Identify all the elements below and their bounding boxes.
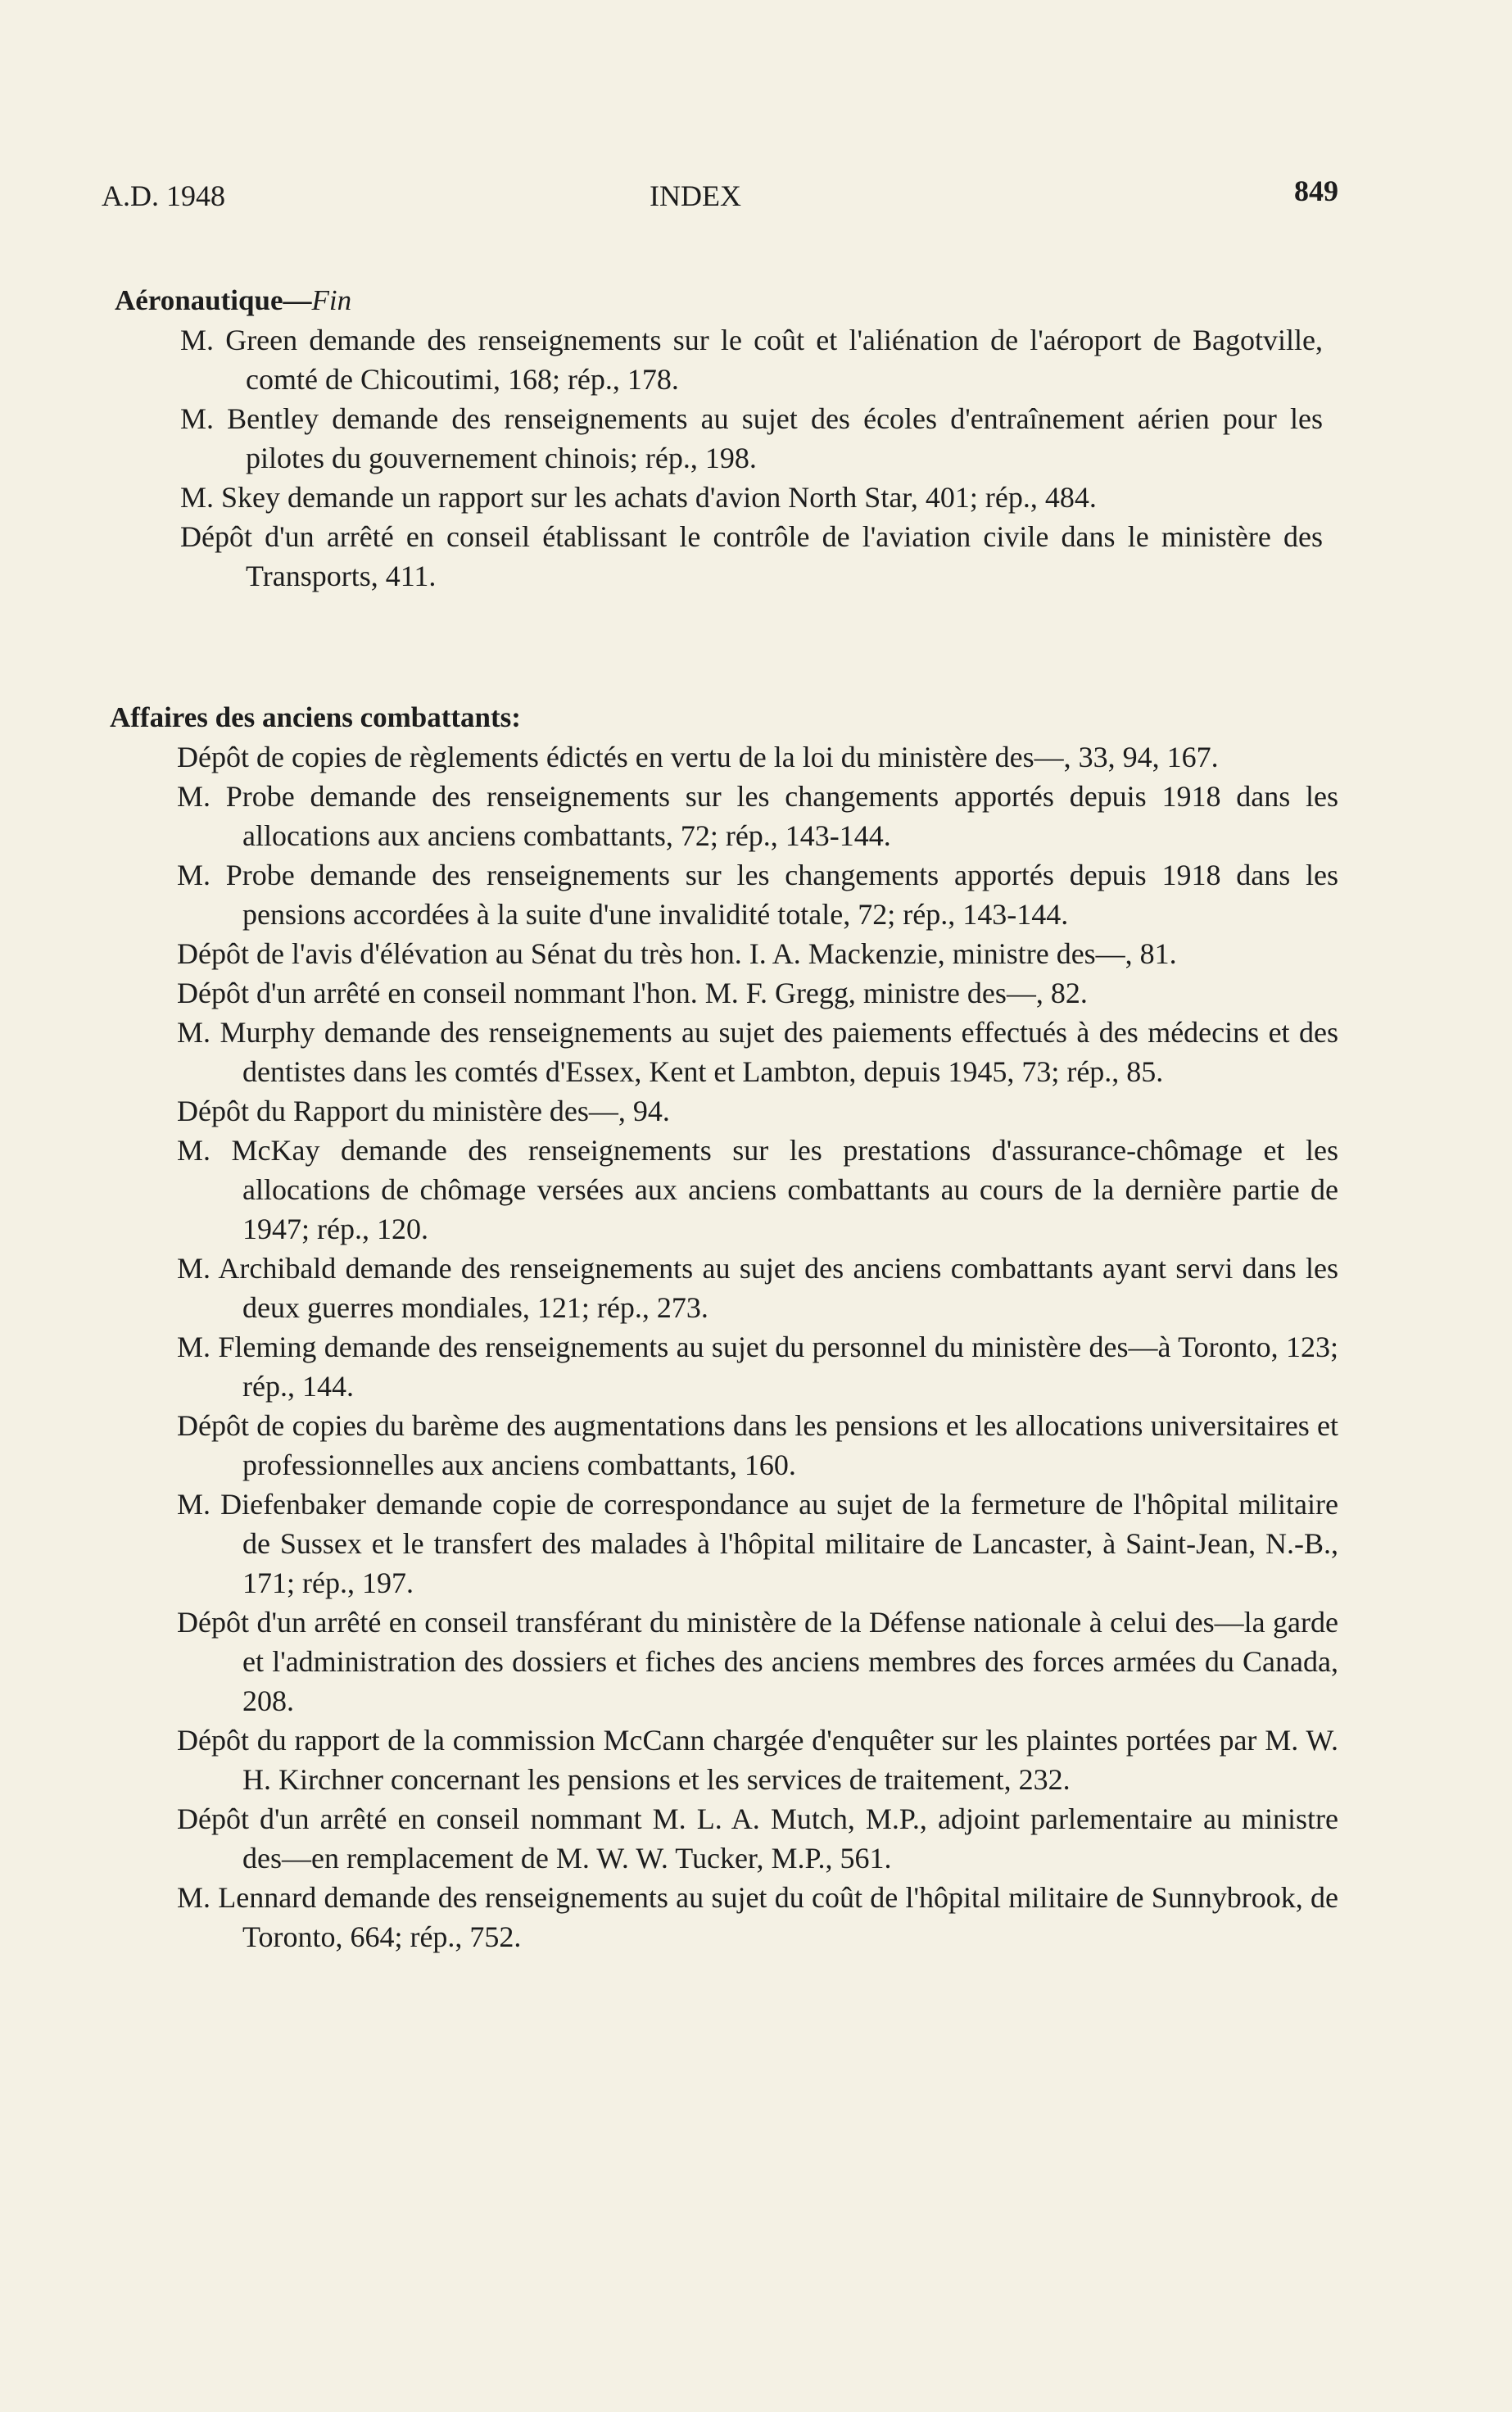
index-entry: Dépôt de copies du barème des augmentations dans les pensions et les allocations universitaires et professionnelles aux anciens combattants, 160. (177, 1409, 1338, 1481)
index-entry: M. Lennard demande des renseignements au sujet du coût de l'hôpital militaire de Sunnybrook, de Toronto, 664; rép., 752. (177, 1881, 1338, 1953)
index-entry: Dépôt du Rapport du ministère des—, 94. (177, 1095, 670, 1127)
page-number: 849 (1294, 175, 1338, 207)
index-entry: Dépôt de l'avis d'élévation au Sénat du très hon. I. A. Mackenzie, ministre des—, 81. (177, 937, 1177, 970)
index-entry: Dépôt d'un arrêté en conseil établissant le contrôle de l'aviation civile dans le ministère des Transports, 411. (180, 520, 1323, 592)
section-aeronautique (115, 281, 1323, 596)
index-entry: M. Archibald demande des renseignements au sujet des anciens combattants ayant servi dans les deux guerres mondiales, 121; rép., 273. (177, 1252, 1338, 1324)
section-heading (115, 281, 1323, 320)
index-entry: Dépôt d'un arrêté en conseil transférant du ministère de la Défense nationale à celui des—la garde et l'administration des dossiers et fiches des anciens membres des forces armées du Canada, 208. (177, 1606, 1338, 1717)
header-title: INDEX (650, 179, 741, 212)
index-entry: M. Probe demande des renseignements sur les changements apportés depuis 1918 dans les pensions accordées à la suite d'une invalidité totale, 72; rép., 143-144. (177, 859, 1338, 931)
index-entry: Dépôt d'un arrêté en conseil nommant M. L. A. Mutch, M.P., adjoint parlementaire au ministre des—en remplacement de M. W. W. Tucker, M.P., 561. (177, 1802, 1338, 1875)
index-entry: M. McKay demande des renseignements sur les prestations d'assurance-chômage et les allocations de chômage versées aux anciens combattants au cours de la dernière partie de 1947; rép., 120. (177, 1134, 1338, 1245)
index-entry: M. Murphy demande des renseignements au sujet des paiements effectués à des médecins et des dentistes dans les comtés d'Essex, Kent et Lambton, depuis 1945, 73; rép., 85. (177, 1016, 1338, 1088)
entry-list (180, 320, 1323, 596)
section-affaires-anciens-combattants (110, 698, 1338, 1956)
header-year: A.D. 1948 (102, 179, 225, 212)
running-head (0, 175, 1512, 220)
index-entry: M. Skey demande un rapport sur les achats d'avion North Star, 401; rép., 484. (180, 481, 1097, 514)
entry-list (177, 737, 1338, 1956)
index-entry: Dépôt de copies de règlements édictés en vertu de la loi du ministère des—, 33, 94, 167. (177, 741, 1219, 773)
index-entry: Dépôt du rapport de la commission McCann chargée d'enquêter sur les plaintes portées par M. W. H. Kirchner concernant les pensions et les services de traitement, 232. (177, 1724, 1338, 1796)
index-entry: M. Fleming demande des renseignements au sujet du personnel du ministère des—à Toronto, 123; rép., 144. (177, 1331, 1338, 1403)
section-title: Affaires des anciens combattants: (110, 701, 521, 733)
index-entry: Dépôt d'un arrêté en conseil nommant l'hon. M. F. Gregg, ministre des—, 82. (177, 977, 1088, 1009)
index-entry: M. Bentley demande des renseignements au sujet des écoles d'entraînement aérien pour les pilotes du gouvernement chinois; rép., 198. (180, 402, 1323, 474)
section-title: Aéronautique— (115, 284, 312, 316)
section-title-suffix: Fin (311, 284, 352, 316)
index-entry: M. Probe demande des renseignements sur les changements apportés depuis 1918 dans les allocations aux anciens combattants, 72; rép., 143-144. (177, 780, 1338, 852)
index-entry: M. Diefenbaker demande copie de correspondance au sujet de la fermeture de l'hôpital militaire de Sussex et le transfert des malades à l'hôpital militaire de Lancaster, à Saint-Jean, N.-B., 171; rép., 197. (177, 1488, 1338, 1599)
index-entry: M. Green demande des renseignements sur le coût et l'aliénation de l'aéroport de Bagotville, comté de Chicoutimi, 168; rép., 178. (180, 324, 1323, 396)
